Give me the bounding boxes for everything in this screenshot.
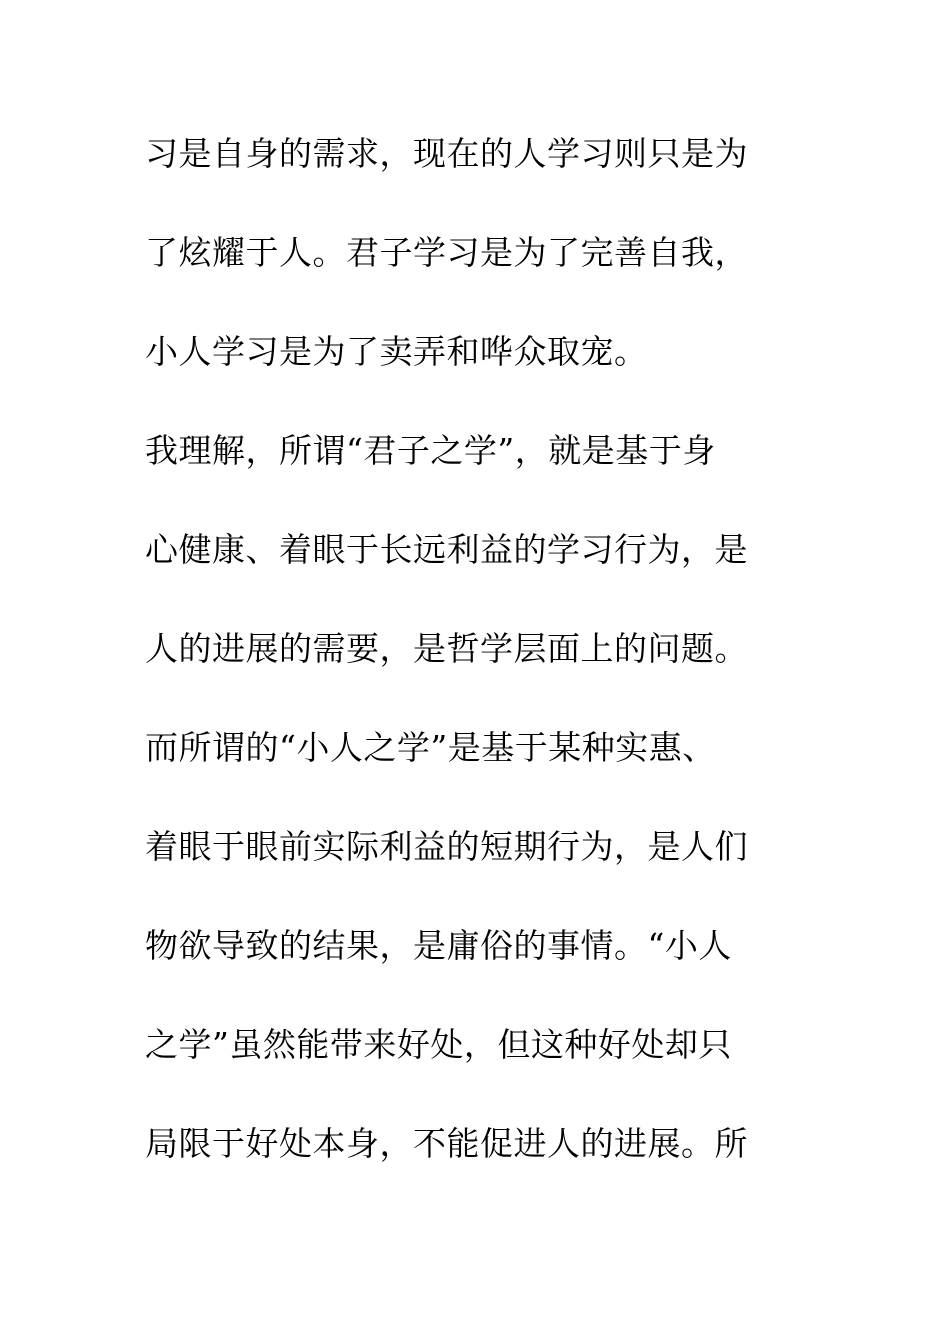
text-line: 局限于好处本身，不能促进人的进展。所 [145,1124,748,1163]
text-line: 之学”虽然能带来好处，但这种好处却只 [145,1025,732,1064]
text-line: 着眼于眼前实际利益的短期行为，是人们 [145,827,748,866]
text-line: 我理解，所谓“君子之学”，就是基于身 [145,431,716,470]
text-line: 了炫耀于人。君子学习是为了完善自我， [145,233,748,272]
text-line: 物欲导致的结果，是庸俗的事情。“小人 [145,926,732,965]
text-line: 人的进展的需要，是哲学层面上的问题。 [145,629,748,668]
text-line: 习是自身的需求，现在的人学习则只是为 [145,134,748,173]
text-line: 而所谓的“小人之学”是基于某种实惠、 [145,728,716,767]
text-line: 小人学习是为了卖弄和哗众取宠。 [145,332,648,371]
text-line: 心健康、着眼于长远利益的学习行为，是 [145,530,748,569]
